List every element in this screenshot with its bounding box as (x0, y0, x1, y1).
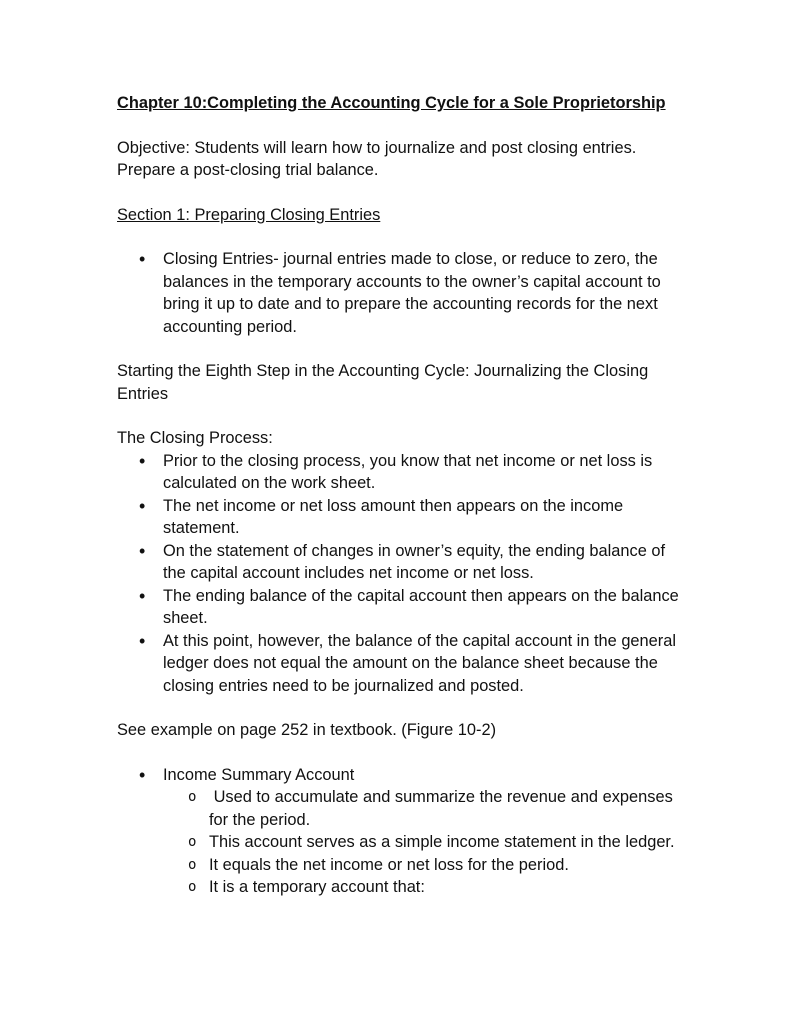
eighth-step-heading: Starting the Eighth Step in the Accounting Cycle: Journalizing the Closing Entries (117, 362, 649, 403)
chapter-title: Chapter 10:Completing the Accounting Cycle for a Sole Proprietorship (117, 94, 666, 112)
section-1-heading: Section 1: Preparing Closing Entries (117, 205, 381, 224)
list-item: o It is a temporary account that: (163, 876, 687, 899)
list-item: • The ending balance of the capital account then appears on the balance sheet. (117, 585, 687, 630)
list-item: • Prior to the closing process, you know that net income or net loss is calculated on the work sheet. (117, 450, 687, 495)
list-item: • At this point, however, the balance of the capital account in the general ledger does not equal the amount on the balance sheet because the closing entries need to be journalized and posted. (117, 630, 687, 698)
list-item: • On the statement of changes in owner’s equity, the ending balance of the capital account includes net income or net loss. (117, 540, 687, 585)
income-summary-label: Income Summary Account (163, 765, 355, 784)
document-page (117, 92, 687, 899)
list-item: o This account serves as a simple income statement in the ledger. (163, 831, 687, 854)
closing-entries-definition: • Closing Entries- journal entries made to close, or reduce to zero, the balances in the temporary accounts to the owner’s capital account to bring it up to date and to prepare the accounting records for the next accounting period. (117, 248, 687, 338)
income-summary-sub-list (163, 786, 687, 899)
section-1-bullet-list (117, 248, 687, 338)
list-item: o Used to accumulate and summarize the revenue and expenses for the period. (163, 786, 687, 831)
closing-process-heading: The Closing Process: (117, 429, 273, 447)
objective-line-1: Objective: Students will learn how to journalize and post closing entries. (117, 138, 637, 157)
see-example-note: See example on page 252 in textbook. (Figure 10-2) (117, 721, 497, 739)
list-item: o It equals the net income or net loss for the period. (163, 854, 687, 877)
list-item: • The net income or net loss amount then appears on the income statement. (117, 495, 687, 540)
income-summary-item (117, 764, 687, 899)
closing-process-bullet-list (117, 450, 687, 698)
objective-line-2: Prepare a post-closing trial balance. (117, 161, 379, 179)
income-summary-bullet-list (117, 764, 687, 899)
